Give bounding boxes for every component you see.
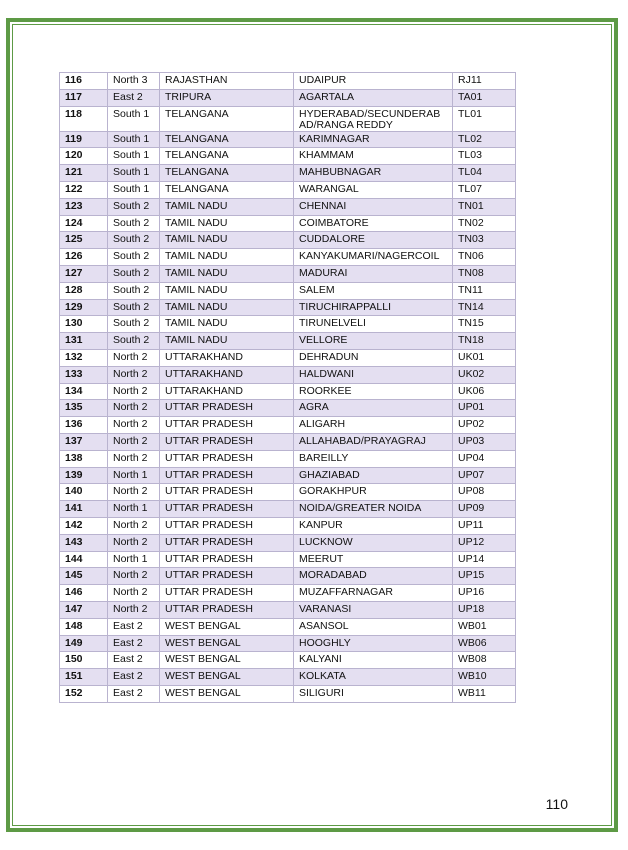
- code-cell: TL07: [453, 181, 516, 198]
- state-cell: UTTAR PRADESH: [160, 433, 294, 450]
- code-cell: UP07: [453, 467, 516, 484]
- serial-number-cell: 150: [60, 652, 108, 669]
- table-row: [60, 450, 516, 467]
- region-cell: South 2: [108, 232, 160, 249]
- serial-number-cell: 120: [60, 148, 108, 165]
- region-cell: South 2: [108, 198, 160, 215]
- state-cell: WEST BENGAL: [160, 618, 294, 635]
- table-row: [60, 635, 516, 652]
- region-cell: North 1: [108, 467, 160, 484]
- serial-number-cell: 146: [60, 585, 108, 602]
- city-cell: ROORKEE: [294, 383, 453, 400]
- serial-number-cell: 143: [60, 534, 108, 551]
- code-cell: UP12: [453, 534, 516, 551]
- state-cell: TAMIL NADU: [160, 198, 294, 215]
- code-cell: UP03: [453, 433, 516, 450]
- table-row: [60, 131, 516, 148]
- state-cell: UTTARAKHAND: [160, 383, 294, 400]
- code-cell: TN15: [453, 316, 516, 333]
- state-cell: WEST BENGAL: [160, 635, 294, 652]
- code-cell: TA01: [453, 89, 516, 106]
- table-body: [60, 73, 516, 703]
- state-cell: TELANGANA: [160, 165, 294, 182]
- table-row: [60, 73, 516, 90]
- table-row: [60, 467, 516, 484]
- region-cell: South 1: [108, 181, 160, 198]
- serial-number-cell: 133: [60, 366, 108, 383]
- city-cell: TIRUCHIRAPPALLI: [294, 299, 453, 316]
- state-cell: WEST BENGAL: [160, 669, 294, 686]
- city-cell: COIMBATORE: [294, 215, 453, 232]
- serial-number-cell: 148: [60, 618, 108, 635]
- serial-number-cell: 124: [60, 215, 108, 232]
- table-row: [60, 669, 516, 686]
- table-row: [60, 585, 516, 602]
- region-cell: South 1: [108, 131, 160, 148]
- serial-number-cell: 117: [60, 89, 108, 106]
- code-cell: TL02: [453, 131, 516, 148]
- serial-number-cell: 127: [60, 265, 108, 282]
- region-cell: East 2: [108, 618, 160, 635]
- code-cell: UK02: [453, 366, 516, 383]
- code-cell: UK01: [453, 349, 516, 366]
- region-cell: North 2: [108, 585, 160, 602]
- region-cell: North 2: [108, 383, 160, 400]
- table-row: [60, 517, 516, 534]
- region-cell: North 1: [108, 501, 160, 518]
- city-cell: DEHRADUN: [294, 349, 453, 366]
- code-cell: WB08: [453, 652, 516, 669]
- table-row: [60, 433, 516, 450]
- region-cell: South 2: [108, 333, 160, 350]
- table-row: [60, 484, 516, 501]
- serial-number-cell: 116: [60, 73, 108, 90]
- code-cell: UP15: [453, 568, 516, 585]
- code-cell: TN14: [453, 299, 516, 316]
- region-cell: North 3: [108, 73, 160, 90]
- serial-number-cell: 144: [60, 551, 108, 568]
- region-cell: North 2: [108, 366, 160, 383]
- region-cell: East 2: [108, 669, 160, 686]
- city-cell: UDAIPUR: [294, 73, 453, 90]
- city-cell: VELLORE: [294, 333, 453, 350]
- serial-number-cell: 151: [60, 669, 108, 686]
- code-cell: WB10: [453, 669, 516, 686]
- code-cell: TN03: [453, 232, 516, 249]
- city-cell: KANPUR: [294, 517, 453, 534]
- city-cell: CUDDALORE: [294, 232, 453, 249]
- code-cell: UK06: [453, 383, 516, 400]
- table-row: [60, 366, 516, 383]
- state-cell: UTTAR PRADESH: [160, 417, 294, 434]
- state-cell: TELANGANA: [160, 106, 294, 131]
- state-cell: TELANGANA: [160, 131, 294, 148]
- state-cell: TAMIL NADU: [160, 215, 294, 232]
- code-cell: UP08: [453, 484, 516, 501]
- serial-number-cell: 131: [60, 333, 108, 350]
- table-row: [60, 501, 516, 518]
- city-cell: MAHBUBNAGAR: [294, 165, 453, 182]
- serial-number-cell: 137: [60, 433, 108, 450]
- state-cell: TAMIL NADU: [160, 282, 294, 299]
- region-cell: North 2: [108, 568, 160, 585]
- region-cell: South 2: [108, 249, 160, 266]
- code-cell: TL03: [453, 148, 516, 165]
- city-cell: HALDWANI: [294, 366, 453, 383]
- city-cell: MADURAI: [294, 265, 453, 282]
- state-cell: UTTAR PRADESH: [160, 467, 294, 484]
- serial-number-cell: 145: [60, 568, 108, 585]
- code-cell: UP16: [453, 585, 516, 602]
- code-cell: TN01: [453, 198, 516, 215]
- city-cell: MORADABAD: [294, 568, 453, 585]
- state-cell: WEST BENGAL: [160, 685, 294, 702]
- table-row: [60, 601, 516, 618]
- state-cell: UTTAR PRADESH: [160, 450, 294, 467]
- table-row: [60, 265, 516, 282]
- table-row: [60, 383, 516, 400]
- state-cell: UTTAR PRADESH: [160, 400, 294, 417]
- state-cell: UTTAR PRADESH: [160, 551, 294, 568]
- code-cell: UP09: [453, 501, 516, 518]
- region-cell: North 2: [108, 601, 160, 618]
- serial-number-cell: 126: [60, 249, 108, 266]
- serial-number-cell: 139: [60, 467, 108, 484]
- region-cell: South 2: [108, 265, 160, 282]
- code-cell: WB06: [453, 635, 516, 652]
- serial-number-cell: 135: [60, 400, 108, 417]
- region-cell: North 1: [108, 551, 160, 568]
- serial-number-cell: 141: [60, 501, 108, 518]
- region-cell: North 2: [108, 484, 160, 501]
- region-cell: East 2: [108, 635, 160, 652]
- table-row: [60, 316, 516, 333]
- city-cell: KALYANI: [294, 652, 453, 669]
- table-row: [60, 89, 516, 106]
- region-cell: South 1: [108, 106, 160, 131]
- region-cell: South 2: [108, 316, 160, 333]
- state-cell: TAMIL NADU: [160, 333, 294, 350]
- code-cell: TL04: [453, 165, 516, 182]
- region-cell: East 2: [108, 89, 160, 106]
- city-cell: TIRUNELVELI: [294, 316, 453, 333]
- serial-number-cell: 136: [60, 417, 108, 434]
- city-cell: AGARTALA: [294, 89, 453, 106]
- state-cell: TELANGANA: [160, 181, 294, 198]
- state-cell: UTTARAKHAND: [160, 366, 294, 383]
- state-cell: UTTAR PRADESH: [160, 585, 294, 602]
- state-cell: TAMIL NADU: [160, 299, 294, 316]
- city-cell: KANYAKUMARI/NAGERCOIL: [294, 249, 453, 266]
- table-row: [60, 198, 516, 215]
- city-cell: CHENNAI: [294, 198, 453, 215]
- table-row: [60, 333, 516, 350]
- serial-number-cell: 132: [60, 349, 108, 366]
- region-cell: North 2: [108, 433, 160, 450]
- table-row: [60, 652, 516, 669]
- serial-number-cell: 130: [60, 316, 108, 333]
- code-cell: WB11: [453, 685, 516, 702]
- serial-number-cell: 147: [60, 601, 108, 618]
- serial-number-cell: 123: [60, 198, 108, 215]
- code-cell: WB01: [453, 618, 516, 635]
- code-cell: UP18: [453, 601, 516, 618]
- table-row: [60, 400, 516, 417]
- city-cell: HOOGHLY: [294, 635, 453, 652]
- state-cell: TAMIL NADU: [160, 249, 294, 266]
- table-row: [60, 685, 516, 702]
- code-cell: UP04: [453, 450, 516, 467]
- state-cell: UTTAR PRADESH: [160, 517, 294, 534]
- city-cell: BAREILLY: [294, 450, 453, 467]
- city-cell: MEERUT: [294, 551, 453, 568]
- serial-number-cell: 122: [60, 181, 108, 198]
- state-cell: TELANGANA: [160, 148, 294, 165]
- serial-number-cell: 121: [60, 165, 108, 182]
- table-row: [60, 249, 516, 266]
- region-cell: North 2: [108, 450, 160, 467]
- serial-number-cell: 138: [60, 450, 108, 467]
- state-cell: UTTAR PRADESH: [160, 568, 294, 585]
- state-cell: UTTAR PRADESH: [160, 534, 294, 551]
- region-cell: South 2: [108, 215, 160, 232]
- code-cell: UP11: [453, 517, 516, 534]
- region-cell: North 2: [108, 417, 160, 434]
- code-cell: UP14: [453, 551, 516, 568]
- code-cell: TN11: [453, 282, 516, 299]
- table-row: [60, 417, 516, 434]
- table-row: [60, 181, 516, 198]
- region-cell: South 2: [108, 282, 160, 299]
- city-cell: MUZAFFARNAGAR: [294, 585, 453, 602]
- state-cell: TRIPURA: [160, 89, 294, 106]
- serial-number-cell: 134: [60, 383, 108, 400]
- table-row: [60, 618, 516, 635]
- city-cell: KARIMNAGAR: [294, 131, 453, 148]
- serial-number-cell: 140: [60, 484, 108, 501]
- state-cell: UTTARAKHAND: [160, 349, 294, 366]
- serial-number-cell: 128: [60, 282, 108, 299]
- table-row: [60, 568, 516, 585]
- code-cell: UP02: [453, 417, 516, 434]
- city-cell: WARANGAL: [294, 181, 453, 198]
- state-cell: RAJASTHAN: [160, 73, 294, 90]
- code-cell: TL01: [453, 106, 516, 131]
- city-code-table: [59, 72, 516, 703]
- table-row: [60, 551, 516, 568]
- state-cell: UTTAR PRADESH: [160, 484, 294, 501]
- table-row: [60, 106, 516, 131]
- serial-number-cell: 118: [60, 106, 108, 131]
- city-cell: KHAMMAM: [294, 148, 453, 165]
- table-row: [60, 349, 516, 366]
- region-cell: East 2: [108, 652, 160, 669]
- code-cell: UP01: [453, 400, 516, 417]
- city-cell: HYDERABAD/SECUNDERAB AD/RANGA REDDY: [294, 106, 453, 131]
- region-cell: North 2: [108, 349, 160, 366]
- region-cell: East 2: [108, 685, 160, 702]
- table-row: [60, 232, 516, 249]
- table-row: [60, 165, 516, 182]
- city-cell: KOLKATA: [294, 669, 453, 686]
- table-row: [60, 534, 516, 551]
- code-cell: TN18: [453, 333, 516, 350]
- state-cell: TAMIL NADU: [160, 265, 294, 282]
- region-cell: North 2: [108, 534, 160, 551]
- table-row: [60, 148, 516, 165]
- state-cell: TAMIL NADU: [160, 232, 294, 249]
- serial-number-cell: 152: [60, 685, 108, 702]
- state-cell: UTTAR PRADESH: [160, 601, 294, 618]
- city-cell: NOIDA/GREATER NOIDA: [294, 501, 453, 518]
- region-cell: South 1: [108, 148, 160, 165]
- code-cell: TN08: [453, 265, 516, 282]
- state-cell: WEST BENGAL: [160, 652, 294, 669]
- table-row: [60, 282, 516, 299]
- city-cell: AGRA: [294, 400, 453, 417]
- region-cell: North 2: [108, 517, 160, 534]
- region-cell: South 2: [108, 299, 160, 316]
- serial-number-cell: 125: [60, 232, 108, 249]
- city-cell: ALIGARH: [294, 417, 453, 434]
- city-cell: SALEM: [294, 282, 453, 299]
- state-cell: UTTAR PRADESH: [160, 501, 294, 518]
- serial-number-cell: 129: [60, 299, 108, 316]
- code-cell: TN06: [453, 249, 516, 266]
- serial-number-cell: 149: [60, 635, 108, 652]
- table-row: [60, 215, 516, 232]
- serial-number-cell: 119: [60, 131, 108, 148]
- region-cell: North 2: [108, 400, 160, 417]
- city-cell: LUCKNOW: [294, 534, 453, 551]
- city-cell: VARANASI: [294, 601, 453, 618]
- city-cell: GHAZIABAD: [294, 467, 453, 484]
- city-cell: GORAKHPUR: [294, 484, 453, 501]
- page-number: 110: [545, 796, 568, 812]
- table-row: [60, 299, 516, 316]
- region-cell: South 1: [108, 165, 160, 182]
- city-cell: ASANSOL: [294, 618, 453, 635]
- serial-number-cell: 142: [60, 517, 108, 534]
- city-cell: ALLAHABAD/PRAYAGRAJ: [294, 433, 453, 450]
- code-cell: RJ11: [453, 73, 516, 90]
- city-cell: SILIGURI: [294, 685, 453, 702]
- code-cell: TN02: [453, 215, 516, 232]
- state-cell: TAMIL NADU: [160, 316, 294, 333]
